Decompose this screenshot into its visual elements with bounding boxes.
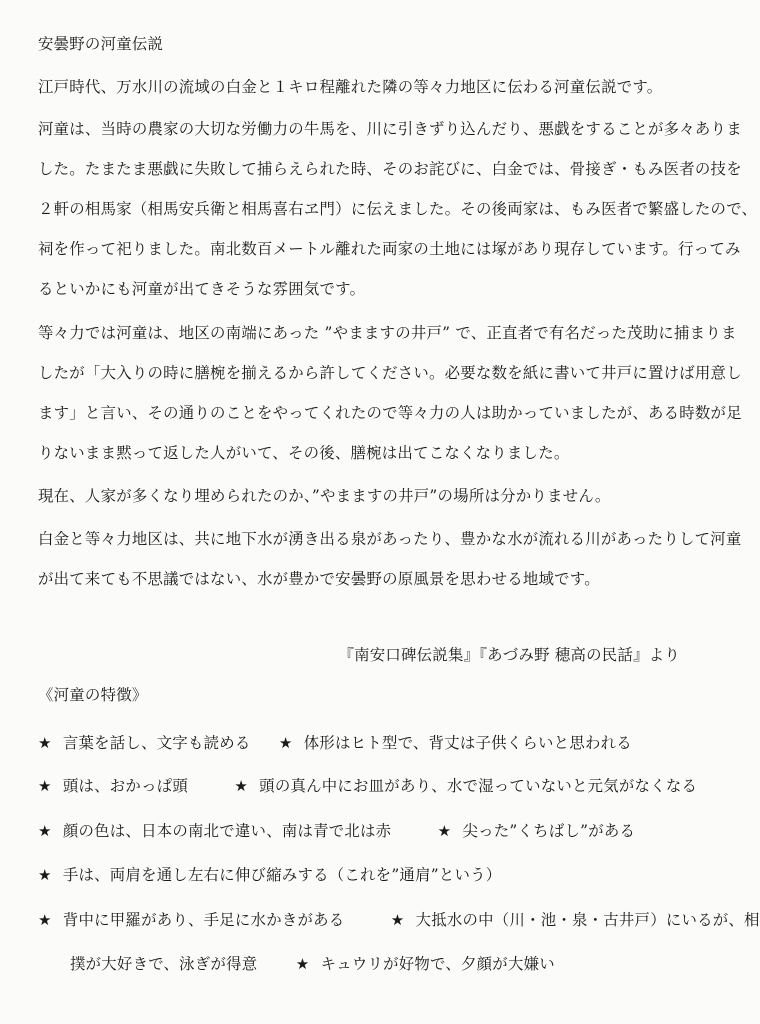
paragraph-line: 白金と等々力地区は、共に地下水が湧き出る泉があったり、豊かな水が流れる川があったりして河童 bbox=[38, 530, 742, 548]
paragraph-line: 河童は、当時の農家の大切な労働力の牛馬を、川に引きずり込んだり、悪戯をすることが多々ありま bbox=[38, 120, 742, 138]
feature-row bbox=[38, 776, 697, 796]
feature-item: 顔の色は、日本の南北で違い、南は青で北は赤 bbox=[62, 822, 392, 840]
feature-item: 手は、両肩を通し左右に伸び縮みする（これを”通肩”という） bbox=[62, 866, 502, 884]
paragraph-line: 祠を作って祀りました。南北数百メートル離れた両家の土地には塚があり現存しています。行ってみ bbox=[38, 240, 741, 258]
paragraph-line: した。たまたま悪戯に失敗して捕らえられた時、そのお詫びに、白金では、骨接ぎ・もみ医者の技を bbox=[38, 160, 742, 178]
star-icon: ★ bbox=[295, 955, 310, 973]
paragraph-line: 江戸時代、万水川の流域の白金と１キロ程離れた隣の等々力地区に伝わる河童伝説です。 bbox=[38, 78, 663, 96]
star-icon: ★ bbox=[38, 866, 52, 884]
document-title: 安曇野の河童伝説 bbox=[38, 35, 164, 53]
paragraph-line: が出て来ても不思議ではない、水が豊かで安曇野の原風景を思わせる地域です。 bbox=[38, 570, 600, 588]
star-icon: ★ bbox=[38, 911, 52, 929]
paragraph-line: 現在、人家が多くなり埋められたのか、”やまますの井戸”の場所は分かりません。 bbox=[38, 487, 611, 505]
feature-row bbox=[38, 733, 632, 753]
feature-item: 頭の真ん中にお皿があり、水で湿っていないと元気がなくなる bbox=[259, 777, 698, 795]
feature-item: 頭は、おかっぱ頭 bbox=[62, 777, 188, 795]
features-heading: 《河童の特徴》 bbox=[38, 686, 148, 704]
feature-row bbox=[38, 910, 760, 930]
feature-row bbox=[38, 821, 635, 841]
star-icon: ★ bbox=[278, 734, 293, 752]
star-icon: ★ bbox=[234, 777, 249, 795]
paragraph-line: ます」と言い、その通りのことをやってくれたので等々力の人は助かっていましたが、ある時数が足 bbox=[38, 404, 742, 422]
paragraph-line: 等々力では河童は、地区の南端にあった ”やまますの井戸” で、正直者で有名だった茂助に捕まりま bbox=[38, 324, 737, 342]
paragraph-line: したが「大入りの時に膳椀を揃えるから許してください。必要な数を紙に書いて井戸に置けば用意し bbox=[38, 364, 742, 382]
paragraph-line: ２軒の相馬家（相馬安兵衛と相馬喜右ヱ門）に伝えました。その後両家は、もみ医者で繁盛したので、 bbox=[38, 200, 758, 218]
feature-row bbox=[38, 865, 501, 885]
feature-item: 撲が大好きで、泳ぎが得意 bbox=[70, 955, 258, 973]
source-citation: 『南安口碑伝説集』『あづみ野 穂高の民話』より bbox=[338, 646, 680, 664]
star-icon: ★ bbox=[390, 911, 405, 929]
star-icon: ★ bbox=[437, 822, 452, 840]
paragraph-line: りないまま黙って返した人がいて、その後、膳椀は出てこなくなりました。 bbox=[38, 444, 570, 462]
feature-item: 大抵水の中（川・池・泉・古井戸）にいるが、相 bbox=[415, 911, 760, 929]
star-icon: ★ bbox=[38, 734, 52, 752]
feature-item: 言葉を話し、文字も読める bbox=[62, 734, 251, 752]
feature-item: 体形はヒト型で、背丈は子供くらいと思われる bbox=[303, 734, 632, 752]
feature-row bbox=[70, 954, 555, 974]
feature-item: キュウリが好物で、夕顔が大嫌い bbox=[320, 955, 555, 973]
feature-item: 尖った”くちばし”がある bbox=[462, 822, 636, 840]
feature-item: 背中に甲羅があり、手足に水かきがある bbox=[62, 911, 345, 929]
star-icon: ★ bbox=[38, 777, 52, 795]
star-icon: ★ bbox=[38, 822, 52, 840]
paragraph-line: るといかにも河童が出てきそうな雰囲気です。 bbox=[38, 280, 366, 298]
